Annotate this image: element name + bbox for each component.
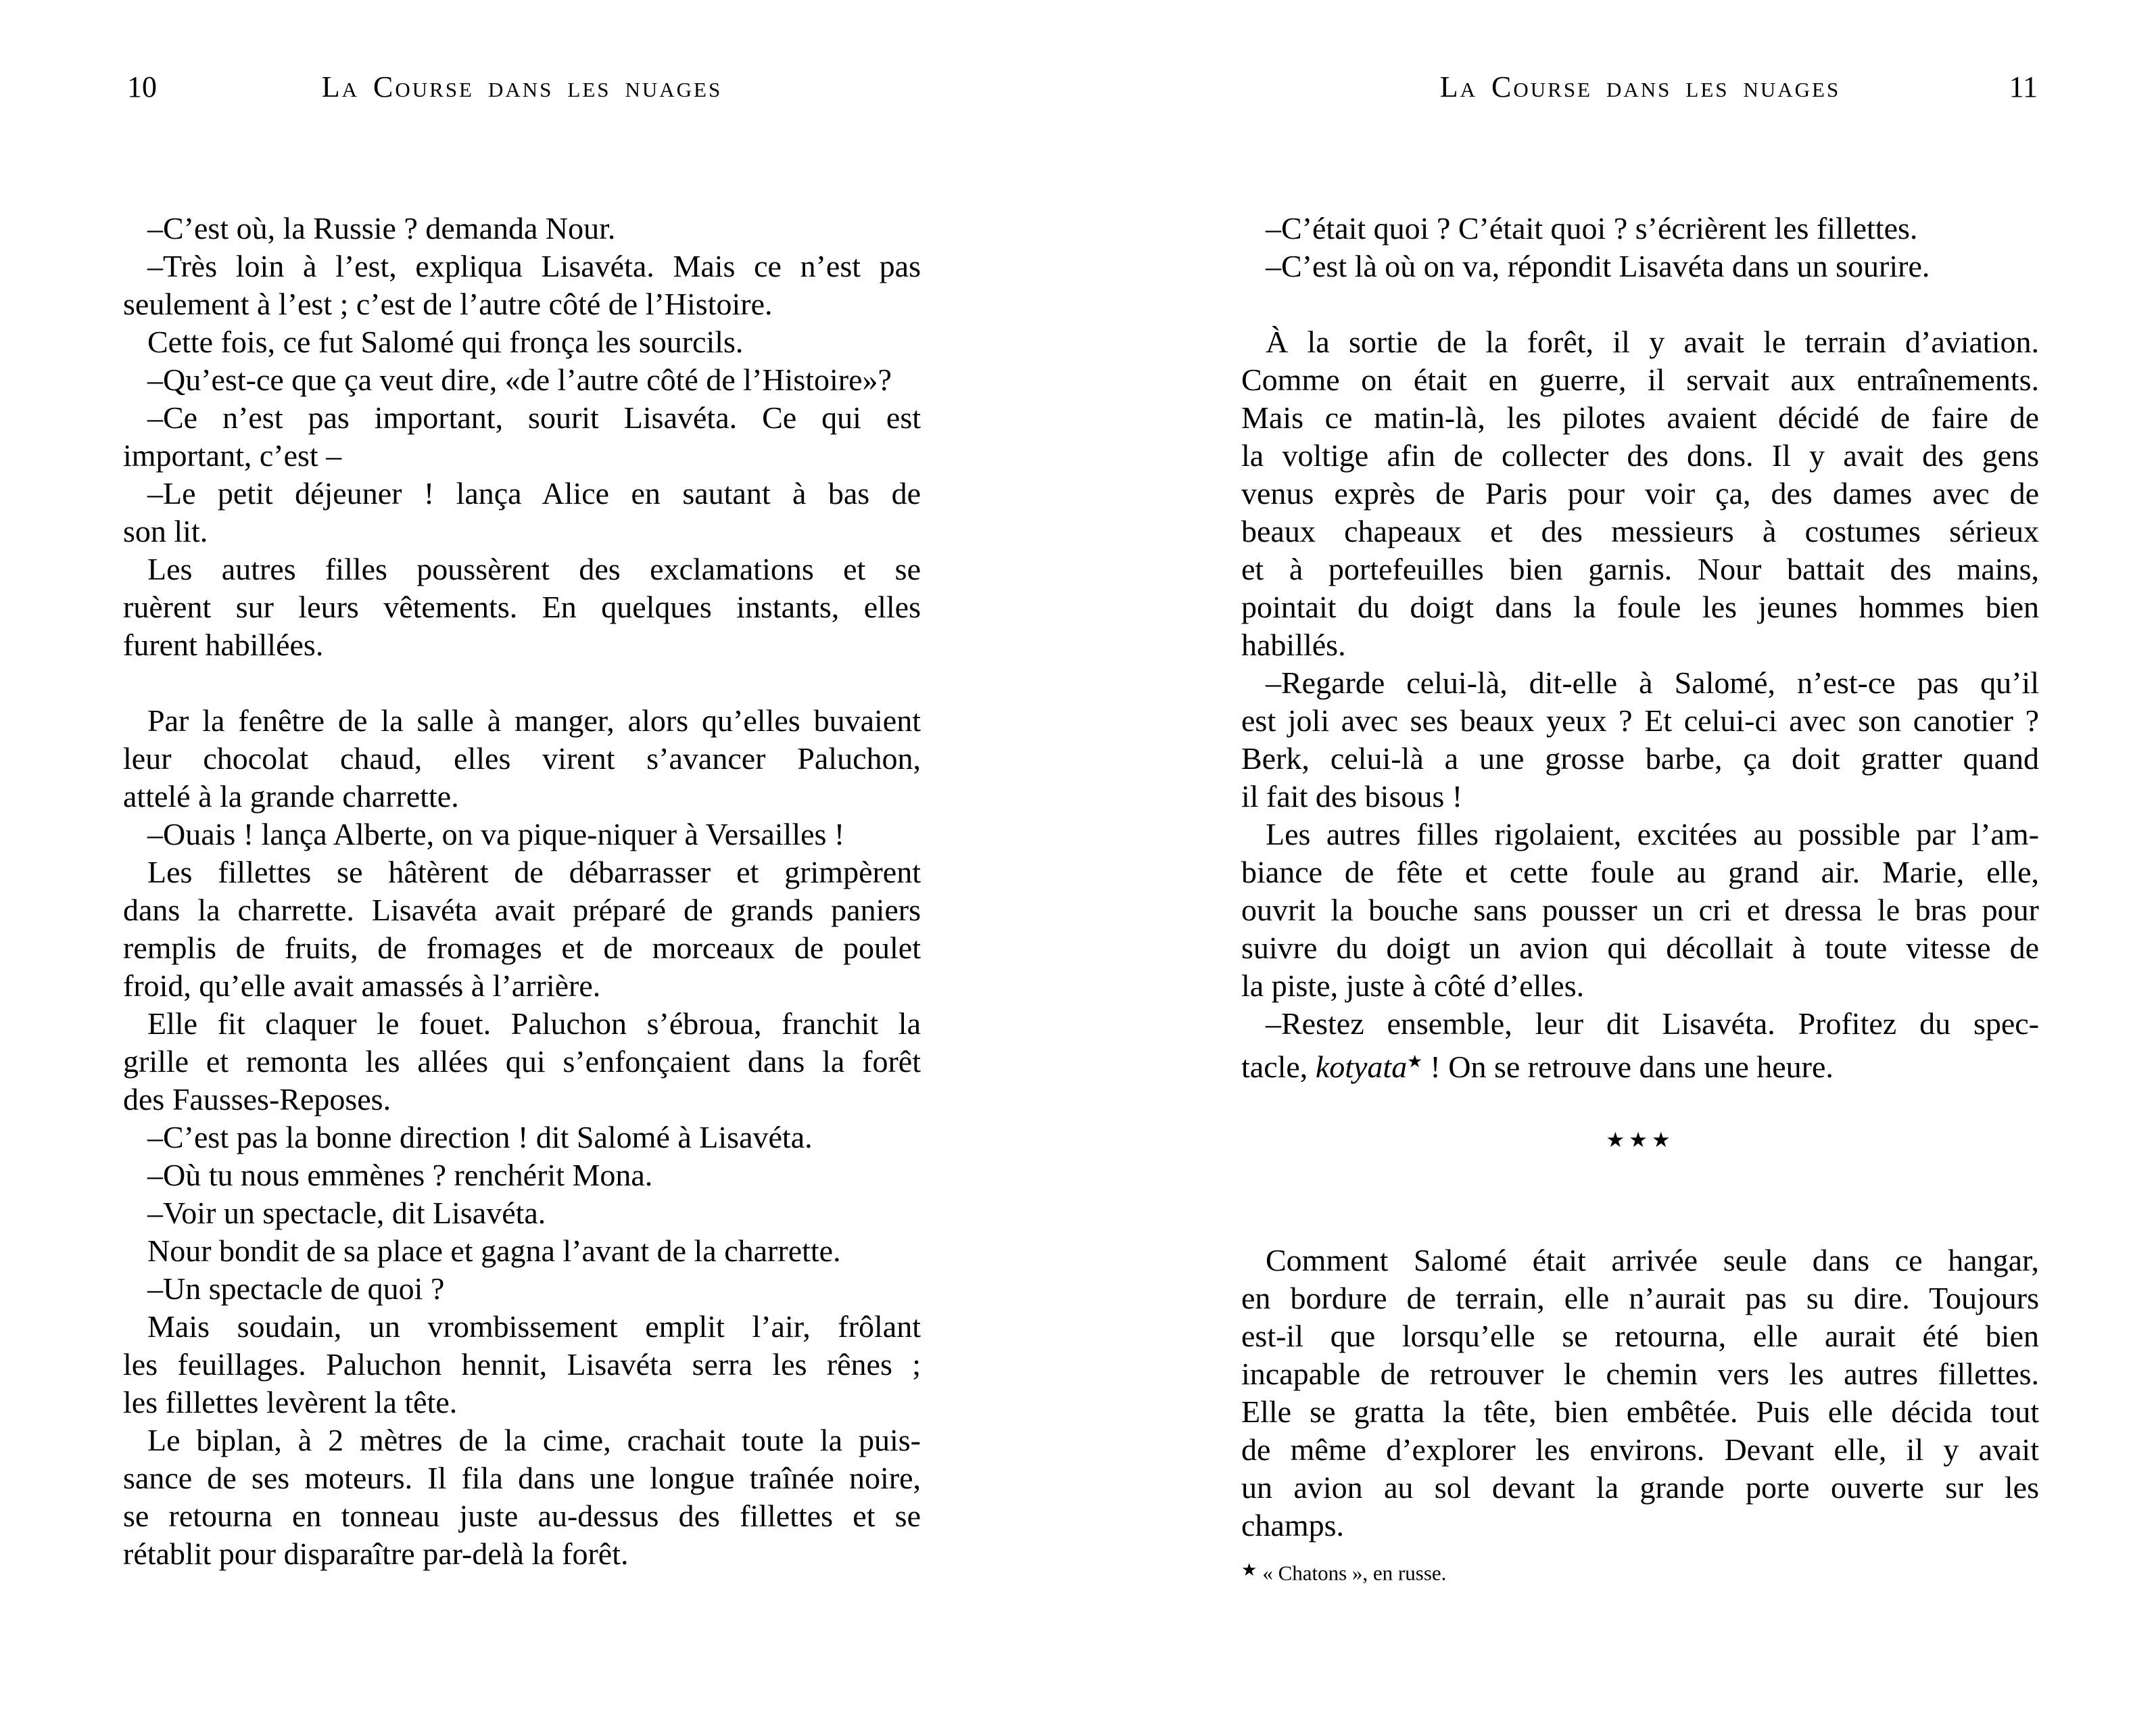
text-segment: tacle, xyxy=(1241,1050,1316,1085)
text-line: À la sortie de la forêt, il y avait le terrain d’aviation. xyxy=(1266,325,2039,359)
text-line: dans la charrette. Lisavéta avait préparé de grands paniers xyxy=(123,893,921,927)
footnote-ref-star: ★ xyxy=(1407,1052,1422,1071)
text-line: –C’est pas la bonne direction ! dit Salomé à Lisavéta. xyxy=(147,1120,813,1154)
text-line: –C’était quoi ? C’était quoi ? s’écrièrent les fillettes. xyxy=(1266,211,1918,245)
text-line: venus exprès de Paris pour voir ça, des dames avec de xyxy=(1241,476,2039,511)
text-line: Par la fenêtre de la salle à manger, alors qu’elles buvaient xyxy=(147,703,921,738)
text-line: est joli avec ses beaux yeux ? Et celui-ci avec son canotier ? xyxy=(1241,703,2039,738)
text-line: leur chocolat chaud, elles virent s’avancer Paluchon, xyxy=(123,741,921,776)
section-separator-stars: ★★★ xyxy=(1606,1128,1675,1152)
text-line: beaux chapeaux et des messieurs à costumes sérieux xyxy=(1241,514,2039,548)
paragraph xyxy=(1241,248,2039,285)
text-line: est-il que lorsqu’elle se retourna, elle aurait été bien xyxy=(1241,1319,2039,1354)
paragraph xyxy=(123,248,921,323)
text-line: froid, qu’elle avait amassés à l’arrière. xyxy=(123,968,601,1003)
text-line: rétablit pour disparaître par-delà la forêt. xyxy=(123,1536,629,1571)
paragraph xyxy=(1241,816,2039,1005)
left-page xyxy=(123,0,921,1717)
paragraph xyxy=(123,1232,921,1270)
right-page-number: 11 xyxy=(2009,70,2038,103)
text-line: de même d’explorer les environs. Devant elle, il y avait xyxy=(1241,1432,2039,1467)
text-line: ouvrit la bouche sans pousser un cri et dressa le bras pour xyxy=(1241,893,2039,927)
text-line: grille et remonta les allées qui s’enfonçaient dans la forêt xyxy=(123,1044,921,1079)
text-line: son lit. xyxy=(123,514,208,548)
right-running-head xyxy=(1241,70,2039,108)
paragraph xyxy=(123,323,921,361)
text-line: biance de fête et cette foule au grand air. Marie, elle, xyxy=(1241,855,2039,889)
text-line: furent habillées. xyxy=(123,628,324,662)
text-line: champs. xyxy=(1241,1508,1345,1543)
paragraph xyxy=(123,1270,921,1308)
text-line: la voltige afin de collecter des dons. Il y avait des gens xyxy=(1241,438,2039,473)
text-line: important, c’est – xyxy=(123,438,342,473)
text-line: –Où tu nous emmènes ? renchérit Mona. xyxy=(147,1158,653,1192)
paragraph xyxy=(123,475,921,550)
text-line: Elle fit claquer le fouet. Paluchon s’ébroua, franchit la xyxy=(147,1006,921,1041)
text-line: –C’est là où on va, répondit Lisavéta dans un sourire. xyxy=(1266,249,1930,283)
paragraph xyxy=(1241,323,2039,664)
paragraph xyxy=(123,1194,921,1232)
text-line: –Voir un spectacle, dit Lisavéta. xyxy=(147,1196,546,1230)
text-line: sance de ses moteurs. Il fila dans une longue traînée noire, xyxy=(123,1461,921,1495)
text-line: Comment Salomé était arrivée seule dans ce hangar, xyxy=(1266,1243,2039,1278)
text-line: Berk, celui-là a une grosse barbe, ça doit gratter quand xyxy=(1241,741,2039,776)
footnote-text: « Chatons », en russe. xyxy=(1262,1561,1447,1585)
right-page-body xyxy=(1241,210,2039,1587)
text-line: seulement à l’est ; c’est de l’autre côté de l’Histoire. xyxy=(123,287,773,321)
text-line: habillés. xyxy=(1241,628,1346,662)
text-line: et à portefeuilles bien garnis. Nour battait des mains, xyxy=(1241,552,2039,586)
paragraph xyxy=(123,1308,921,1421)
text-line: en bordure de terrain, elle n’aurait pas su dire. Toujours xyxy=(1241,1281,2039,1316)
paragraph xyxy=(123,399,921,475)
text-line: –C’est où, la Russie ? demanda Nour. xyxy=(147,211,616,245)
text-line: Mais ce matin-là, les pilotes avaient décidé de faire de xyxy=(1241,400,2039,435)
text-line: se retourna en tonneau juste au-dessus des fillettes et se xyxy=(123,1499,921,1533)
footnote-star-marker: ★ xyxy=(1241,1560,1257,1580)
text-line: remplis de fruits, de fromages et de morceaux de poulet xyxy=(123,931,921,965)
text-line: –Ouais ! lança Alberte, on va pique-niquer à Versailles ! xyxy=(147,817,845,851)
paragraph xyxy=(1241,1242,2039,1545)
text-line: pointait du doigt dans la foule les jeunes hommes bien xyxy=(1241,590,2039,624)
text-line: Elle se gratta la tête, bien embêtée. Puis elle décida tout xyxy=(1241,1394,2039,1430)
text-line: Nour bondit de sa place et gagna l’avant de la charrette. xyxy=(147,1233,841,1268)
text-line: Le biplan, à 2 mètres de la cime, crachait toute la puis- xyxy=(147,1423,921,1457)
left-page-number: 10 xyxy=(127,70,157,103)
right-page xyxy=(1241,0,2039,1717)
text-line: –Restez ensemble, leur dit Lisavéta. Profitez du spec- xyxy=(1266,1006,2039,1041)
paragraph xyxy=(1241,664,2039,816)
text-line: –Très loin à l’est, expliqua Lisavéta. Mais ce n’est pas xyxy=(147,249,921,283)
text-line: Les fillettes se hâtèrent de débarrasser et grimpèrent xyxy=(147,855,921,889)
paragraph xyxy=(123,1156,921,1194)
text-line: Mais soudain, un vrombissement emplit l’air, frôlant xyxy=(147,1309,921,1344)
left-running-head xyxy=(123,70,921,108)
text-line: attelé à la grande charrette. xyxy=(123,779,459,814)
text-line: incapable de retrouver le chemin vers les autres fillettes. xyxy=(1241,1357,2039,1392)
paragraph xyxy=(123,210,921,248)
text-line: –Un spectacle de quoi ? xyxy=(147,1271,445,1306)
text-line: un avion au sol devant la grande porte ouverte sur les xyxy=(1241,1470,2039,1505)
text-line: Comme on était en guerre, il servait aux entraînements. xyxy=(1241,362,2039,397)
text-line: les fillettes levèrent la tête. xyxy=(123,1385,458,1419)
paragraph xyxy=(123,361,921,399)
text-line: –Regarde celui-là, dit-elle à Salomé, n’est-ce pas qu’il xyxy=(1266,665,2039,700)
text-line xyxy=(1241,1043,2039,1086)
italic-word: kotyata xyxy=(1315,1050,1408,1085)
paragraph xyxy=(1241,1005,2039,1086)
text-line: –Qu’est-ce que ça veut dire, «de l’autre côté de l’Histoire»? xyxy=(147,362,892,397)
right-running-title: La Course dans les nuages xyxy=(1439,70,1841,103)
left-page-body xyxy=(123,210,921,1573)
text-line: Cette fois, ce fut Salomé qui fronça les sourcils. xyxy=(147,325,744,359)
text-line: les feuillages. Paluchon hennit, Lisavéta serra les rênes ; xyxy=(123,1347,921,1382)
paragraph xyxy=(123,1119,921,1156)
text-line: ruèrent sur leurs vêtements. En quelques instants, elles xyxy=(123,590,921,624)
paragraph xyxy=(1241,210,2039,248)
text-segment: ! On se retrouve dans une heure. xyxy=(1422,1050,1834,1085)
text-line: Les autres filles rigolaient, excitées au possible par l’am- xyxy=(1266,817,2039,851)
left-running-title: La Course dans les nuages xyxy=(321,70,723,103)
paragraph xyxy=(123,816,921,853)
text-line: –Le petit déjeuner ! lança Alice en sautant à bas de xyxy=(147,476,921,511)
text-line: Les autres filles poussèrent des exclamations et se xyxy=(147,552,921,586)
paragraph xyxy=(123,1005,921,1119)
text-line: –Ce n’est pas important, sourit Lisavéta. Ce qui est xyxy=(147,400,921,435)
paragraph xyxy=(123,702,921,816)
text-line: suivre du doigt un avion qui décollait à toute vitesse de xyxy=(1241,931,2039,965)
text-line: il fait des bisous ! xyxy=(1241,779,1463,814)
paragraph xyxy=(123,853,921,1005)
footnote xyxy=(1241,1557,2039,1587)
text-line: la piste, juste à côté d’elles. xyxy=(1241,968,1585,1003)
text-line: des Fausses-Reposes. xyxy=(123,1082,391,1116)
paragraph xyxy=(123,1421,921,1573)
paragraph xyxy=(123,550,921,664)
